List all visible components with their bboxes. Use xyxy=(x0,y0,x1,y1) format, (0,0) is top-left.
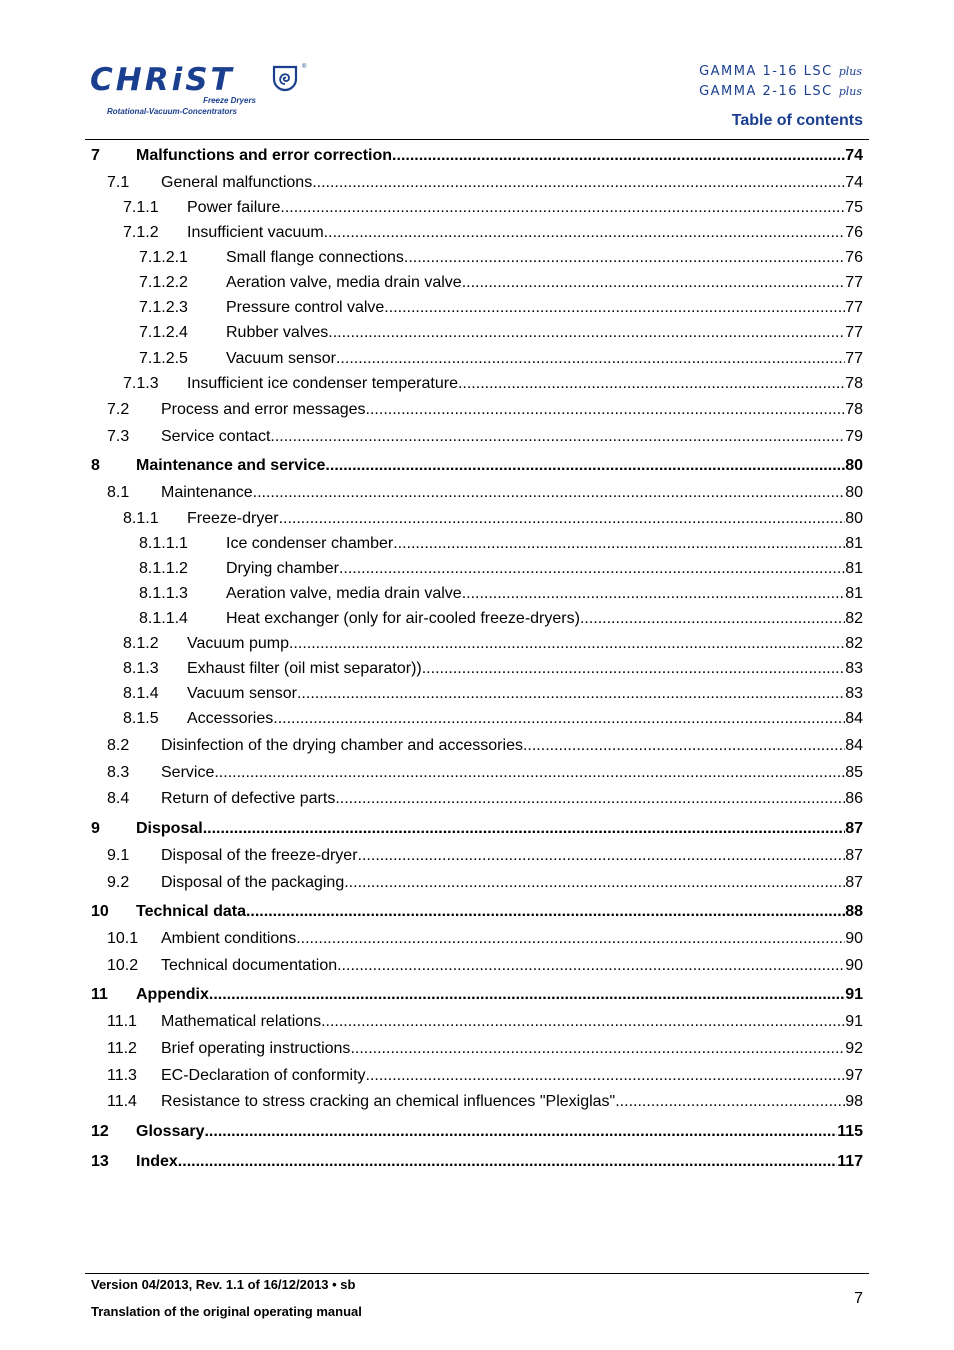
dot-leader xyxy=(462,583,846,605)
toc-entry-title: Maintenance and service xyxy=(136,457,326,474)
toc-entry-line xyxy=(161,762,863,784)
dot-leader xyxy=(297,683,845,705)
dot-leader xyxy=(214,762,845,784)
toc-entry-number: 8.1.5 xyxy=(123,710,159,727)
toc-entry-title: Insufficient ice condenser temperature xyxy=(187,375,458,392)
toc-entry-page: 86 xyxy=(845,790,863,807)
dot-leader xyxy=(321,1011,845,1033)
page-header xyxy=(0,0,954,140)
toc-entry[interactable] xyxy=(0,845,954,867)
dot-leader xyxy=(273,708,845,730)
toc-entry[interactable] xyxy=(0,984,954,1006)
toc-entry-title: Brief operating instructions xyxy=(161,1040,351,1057)
toc-entry-page: 91 xyxy=(845,986,863,1003)
toc-entry-line xyxy=(226,608,863,630)
toc-entry-page: 81 xyxy=(845,560,863,577)
toc-entry[interactable] xyxy=(0,928,954,950)
product-suffix-1: plus xyxy=(838,65,862,78)
toc-entry[interactable] xyxy=(0,533,954,555)
toc-entry[interactable] xyxy=(0,1121,954,1143)
toc-entry-number: 7.1 xyxy=(107,174,130,191)
toc-entry-line xyxy=(226,533,863,555)
spiral-emblem-icon xyxy=(271,64,299,92)
toc-entry-title: Ambient conditions xyxy=(161,930,297,947)
toc-entry-line xyxy=(136,1121,863,1143)
toc-entry[interactable] xyxy=(0,426,954,448)
toc-entry-line xyxy=(187,508,863,530)
toc-entry-page: 91 xyxy=(845,1013,863,1030)
toc-entry[interactable] xyxy=(0,788,954,810)
toc-entry-line xyxy=(161,735,863,757)
dot-leader xyxy=(325,455,845,477)
toc-entry-title: General malfunctions xyxy=(161,174,313,191)
toc-entry-number: 7.2 xyxy=(107,401,130,418)
toc-entry[interactable] xyxy=(0,222,954,244)
toc-entry[interactable] xyxy=(0,1065,954,1087)
product-suffix-2: plus xyxy=(838,85,862,98)
toc-entry[interactable] xyxy=(0,482,954,504)
toc-entry-number: 8.4 xyxy=(107,790,130,807)
dot-leader xyxy=(204,1121,837,1143)
toc-entry-line xyxy=(161,845,863,867)
toc-entry-title: Disposal xyxy=(136,820,203,837)
toc-entry-title: Pressure control valve xyxy=(226,299,385,316)
toc-entry-number: 11 xyxy=(91,986,108,1003)
toc-entry-number: 8.1.1.3 xyxy=(139,585,188,602)
toc-entry-title: Service contact xyxy=(161,428,271,445)
toc-entry-title: Rubber valves xyxy=(226,324,329,341)
toc-entry-number: 8.1.1.2 xyxy=(139,560,188,577)
toc-entry-number: 7.1.3 xyxy=(123,375,159,392)
toc-entry[interactable] xyxy=(0,633,954,655)
toc-entry[interactable] xyxy=(0,955,954,977)
toc-entry-title: Disposal of the freeze-dryer xyxy=(161,847,358,864)
toc-entry-title: Heat exchanger (only for air-cooled freeze-dryers) xyxy=(226,610,580,627)
toc-entry-line xyxy=(187,708,863,730)
toc-entry[interactable] xyxy=(0,348,954,370)
toc-entry-number: 13 xyxy=(91,1153,109,1170)
toc-entry-line xyxy=(187,683,863,705)
toc-entry-page: 74 xyxy=(845,147,863,164)
toc-entry-title: Malfunctions and error correction xyxy=(136,147,393,164)
toc-entry-page: 80 xyxy=(845,484,863,501)
product-name-1-text: GAMMA 1-16 LSC xyxy=(699,64,833,79)
dot-leader xyxy=(246,901,845,923)
dot-leader xyxy=(337,955,845,977)
toc-entry-title: Aeration valve, media drain valve xyxy=(226,274,462,291)
toc-entry-line xyxy=(136,145,863,167)
toc-entry-page: 74 xyxy=(845,174,863,191)
toc-entry-page: 87 xyxy=(845,874,863,891)
toc-entry-title: Insufficient vacuum xyxy=(187,224,324,241)
toc-entry-page: 83 xyxy=(845,685,863,702)
toc-entry-page: 81 xyxy=(845,585,863,602)
toc-entry-line xyxy=(161,872,863,894)
toc-entry-number: 7.3 xyxy=(107,428,130,445)
toc-entry-title: Small flange connections xyxy=(226,249,404,266)
dot-leader xyxy=(289,633,845,655)
toc-entry[interactable] xyxy=(0,901,954,923)
dot-leader xyxy=(339,558,845,580)
toc-entry-number: 7.1.2.1 xyxy=(139,249,188,266)
toc-entry-line xyxy=(161,1065,863,1087)
toc-entry[interactable] xyxy=(0,322,954,344)
toc-entry-number: 7.1.1 xyxy=(123,199,159,216)
toc-entry-page: 81 xyxy=(845,535,863,552)
toc-entry-line xyxy=(161,172,863,194)
toc-entry-title: Resistance to stress cracking an chemical influences "Plexiglas" xyxy=(161,1093,616,1110)
toc-entry[interactable] xyxy=(0,247,954,269)
toc-entry-number: 9.2 xyxy=(107,874,130,891)
toc-entry[interactable] xyxy=(0,762,954,784)
dot-leader xyxy=(335,788,845,810)
toc-entry-number: 8.1.1.4 xyxy=(139,610,188,627)
toc-entry-title: Disinfection of the drying chamber and accessories xyxy=(161,737,523,754)
toc-entry[interactable] xyxy=(0,373,954,395)
toc-entry-title: Appendix xyxy=(136,986,209,1003)
toc-entry-line xyxy=(226,297,863,319)
toc-entry-line xyxy=(161,399,863,421)
toc-entry[interactable] xyxy=(0,708,954,730)
toc-entry-title: Technical data xyxy=(136,903,246,920)
toc-entry-line xyxy=(226,322,863,344)
toc-entry-page: 78 xyxy=(845,401,863,418)
toc-entry-title: Exhaust filter (oil mist separator)) xyxy=(187,660,422,677)
dot-leader xyxy=(324,222,846,244)
toc-entry-page: 76 xyxy=(845,249,863,266)
toc-entry[interactable] xyxy=(0,872,954,894)
dot-leader xyxy=(344,872,845,894)
toc-entry-number: 8.1 xyxy=(107,484,130,501)
toc-entry-number: 11.1 xyxy=(107,1013,137,1030)
toc-entry-line xyxy=(226,272,863,294)
toc-entry-line xyxy=(136,984,863,1006)
toc-entry-title: Technical documentation xyxy=(161,957,338,974)
toc-entry-page: 77 xyxy=(845,350,863,367)
toc-entry-number: 9 xyxy=(91,820,100,837)
dot-leader xyxy=(366,1065,846,1087)
toc-entry-page: 87 xyxy=(845,847,863,864)
toc-entry-number: 10 xyxy=(91,903,109,920)
dot-leader xyxy=(458,373,845,395)
toc-entry-page: 82 xyxy=(845,635,863,652)
dot-leader xyxy=(358,845,846,867)
toc-entry-title: Mathematical relations xyxy=(161,1013,322,1030)
dot-leader xyxy=(253,482,846,504)
toc-entry-number: 8.1.1 xyxy=(123,510,159,527)
dot-leader xyxy=(422,658,845,680)
toc-entry-line xyxy=(161,928,863,950)
toc-entry-line xyxy=(226,348,863,370)
dot-leader xyxy=(209,984,845,1006)
toc-entry-number: 11.3 xyxy=(107,1067,137,1084)
footer-translation-note: Translation of the original operating manual xyxy=(91,1304,362,1319)
toc-entry-number: 7.1.2.5 xyxy=(139,350,188,367)
toc-entry-line xyxy=(187,633,863,655)
toc-entry-title: Aeration valve, media drain valve xyxy=(226,585,462,602)
toc-entry-number: 10.1 xyxy=(107,930,139,947)
logo-subtitle-freeze-dryers: Freeze Dryers xyxy=(203,96,256,105)
toc-entry-number: 8.2 xyxy=(107,737,130,754)
toc-entry-title: Vacuum pump xyxy=(187,635,289,652)
toc-entry[interactable] xyxy=(0,1011,954,1033)
toc-entry[interactable] xyxy=(0,172,954,194)
toc-entry-number: 8 xyxy=(91,457,100,474)
dot-leader xyxy=(203,818,846,840)
toc-entry-line xyxy=(136,455,863,477)
toc-entry[interactable] xyxy=(0,1151,954,1173)
christ-logo xyxy=(90,60,320,120)
dot-leader xyxy=(350,1038,845,1060)
toc-entry-line xyxy=(161,788,863,810)
toc-entry-page: 84 xyxy=(845,737,863,754)
toc-entry-page: 77 xyxy=(845,299,863,316)
logo-wordmark: CHRiST xyxy=(90,62,235,98)
toc-entry-page: 80 xyxy=(845,510,863,527)
toc-entry-title: Vacuum sensor xyxy=(187,685,297,702)
toc-entry-line xyxy=(161,1091,863,1113)
dot-leader xyxy=(280,197,845,219)
dot-leader xyxy=(296,928,845,950)
footer-divider xyxy=(85,1273,869,1274)
dot-leader xyxy=(328,322,845,344)
toc-entry-title: Power failure xyxy=(187,199,281,216)
product-name-2-text: GAMMA 2-16 LSC xyxy=(699,84,833,99)
toc-entry-page: 77 xyxy=(845,274,863,291)
toc-entry-title: Accessories xyxy=(187,710,274,727)
toc-entry-line xyxy=(161,482,863,504)
toc-entry-number: 11.2 xyxy=(107,1040,137,1057)
toc-entry-number: 7.1.2.3 xyxy=(139,299,188,316)
toc-entry-page: 82 xyxy=(845,610,863,627)
dot-leader xyxy=(523,735,845,757)
toc-entry[interactable] xyxy=(0,1091,954,1113)
toc-entry-page: 78 xyxy=(845,375,863,392)
toc-entry-number: 8.1.3 xyxy=(123,660,159,677)
toc-entry-line xyxy=(136,818,863,840)
toc-entry-page: 115 xyxy=(837,1123,863,1140)
toc-entry[interactable] xyxy=(0,583,954,605)
toc-entry-title: Process and error messages xyxy=(161,401,366,418)
toc-entry[interactable] xyxy=(0,297,954,319)
toc-entry-title: Ice condenser chamber xyxy=(226,535,394,552)
toc-entry-line xyxy=(187,658,863,680)
toc-entry-page: 98 xyxy=(845,1093,863,1110)
toc-entry-page: 85 xyxy=(845,764,863,781)
toc-entry-line xyxy=(187,222,863,244)
toc-entry-page: 90 xyxy=(845,957,863,974)
toc-entry-page: 87 xyxy=(845,820,863,837)
toc-entry[interactable] xyxy=(0,683,954,705)
toc-entry[interactable] xyxy=(0,658,954,680)
toc-entry-page: 90 xyxy=(845,930,863,947)
toc-entry-page: 80 xyxy=(845,457,863,474)
dot-leader xyxy=(392,145,845,167)
toc-entry-title: Service xyxy=(161,764,215,781)
toc-entry[interactable] xyxy=(0,399,954,421)
logo-subtitle-rvc: Rotational-Vacuum-Concentrators xyxy=(107,107,237,116)
dot-leader xyxy=(615,1091,845,1113)
registered-mark: ® xyxy=(302,64,307,70)
toc-entry-number: 7.1.2.2 xyxy=(139,274,188,291)
toc-entry-page: 84 xyxy=(845,710,863,727)
toc-entry-number: 12 xyxy=(91,1123,109,1140)
toc-entry-page: 92 xyxy=(845,1040,863,1057)
toc-entry-line xyxy=(226,247,863,269)
toc-entry-title: Glossary xyxy=(136,1123,205,1140)
toc-entry-number: 7 xyxy=(91,147,100,164)
toc-entry-number: 7.1.2 xyxy=(123,224,159,241)
dot-leader xyxy=(462,272,846,294)
toc-entry-number: 7.1.2.4 xyxy=(139,324,188,341)
toc-entry[interactable] xyxy=(0,608,954,630)
dot-leader xyxy=(312,172,845,194)
product-name-1 xyxy=(699,64,862,79)
dot-leader xyxy=(393,533,845,555)
toc-entry-line xyxy=(226,558,863,580)
toc-entry[interactable] xyxy=(0,455,954,477)
toc-entry[interactable] xyxy=(0,145,954,167)
header-divider xyxy=(85,139,869,140)
toc-entry-number: 9.1 xyxy=(107,847,130,864)
toc-entry-page: 117 xyxy=(837,1153,863,1170)
toc-entry[interactable] xyxy=(0,1038,954,1060)
toc-entry-page: 77 xyxy=(845,324,863,341)
toc-entry-line xyxy=(226,583,863,605)
toc-entry-number: 8.3 xyxy=(107,764,130,781)
toc-entry-line xyxy=(187,197,863,219)
toc-entry-title: Drying chamber xyxy=(226,560,339,577)
toc-entry-number: 8.1.2 xyxy=(123,635,159,652)
toc-entry[interactable] xyxy=(0,272,954,294)
dot-leader xyxy=(404,247,845,269)
dot-leader xyxy=(279,508,846,530)
page-number: 7 xyxy=(854,1290,863,1307)
toc-entry[interactable] xyxy=(0,508,954,530)
toc-entry-title: Vacuum sensor xyxy=(226,350,336,367)
toc-entry[interactable] xyxy=(0,818,954,840)
toc-entry-page: 75 xyxy=(845,199,863,216)
toc-entry-number: 11.4 xyxy=(107,1093,137,1110)
toc-entry-page: 76 xyxy=(845,224,863,241)
toc-entry[interactable] xyxy=(0,558,954,580)
dot-leader xyxy=(178,1151,837,1173)
toc-entry-title: Freeze-dryer xyxy=(187,510,279,527)
product-name-2 xyxy=(699,84,862,99)
toc-entry[interactable] xyxy=(0,735,954,757)
toc-entry-line xyxy=(161,1011,863,1033)
toc-entry-title: Disposal of the packaging xyxy=(161,874,345,891)
toc-entry-line xyxy=(161,1038,863,1060)
toc-entry-page: 83 xyxy=(845,660,863,677)
toc-entry-line xyxy=(136,1151,863,1173)
dot-leader xyxy=(384,297,845,319)
toc-entry-title: Maintenance xyxy=(161,484,253,501)
toc-entry-line xyxy=(136,901,863,923)
footer-version: Version 04/2013, Rev. 1.1 of 16/12/2013 • sb xyxy=(91,1277,356,1292)
toc-entry-page: 97 xyxy=(845,1067,863,1084)
toc-entry-title: Return of defective parts xyxy=(161,790,336,807)
section-title: Table of contents xyxy=(731,112,863,129)
dot-leader xyxy=(270,426,845,448)
toc-entry-line xyxy=(161,426,863,448)
toc-entry-number: 10.2 xyxy=(107,957,139,974)
toc-entry-page: 88 xyxy=(845,903,863,920)
toc-entry-line xyxy=(161,955,863,977)
dot-leader xyxy=(336,348,845,370)
toc-entry-number: 8.1.4 xyxy=(123,685,159,702)
toc-entry-number: 8.1.1.1 xyxy=(139,535,188,552)
toc-entry-title: EC-Declaration of conformity xyxy=(161,1067,366,1084)
toc-entry-page: 79 xyxy=(845,428,863,445)
toc-entry[interactable] xyxy=(0,197,954,219)
dot-leader xyxy=(366,399,846,421)
toc-entry-line xyxy=(187,373,863,395)
toc-entry-title: Index xyxy=(136,1153,178,1170)
dot-leader xyxy=(580,608,845,630)
